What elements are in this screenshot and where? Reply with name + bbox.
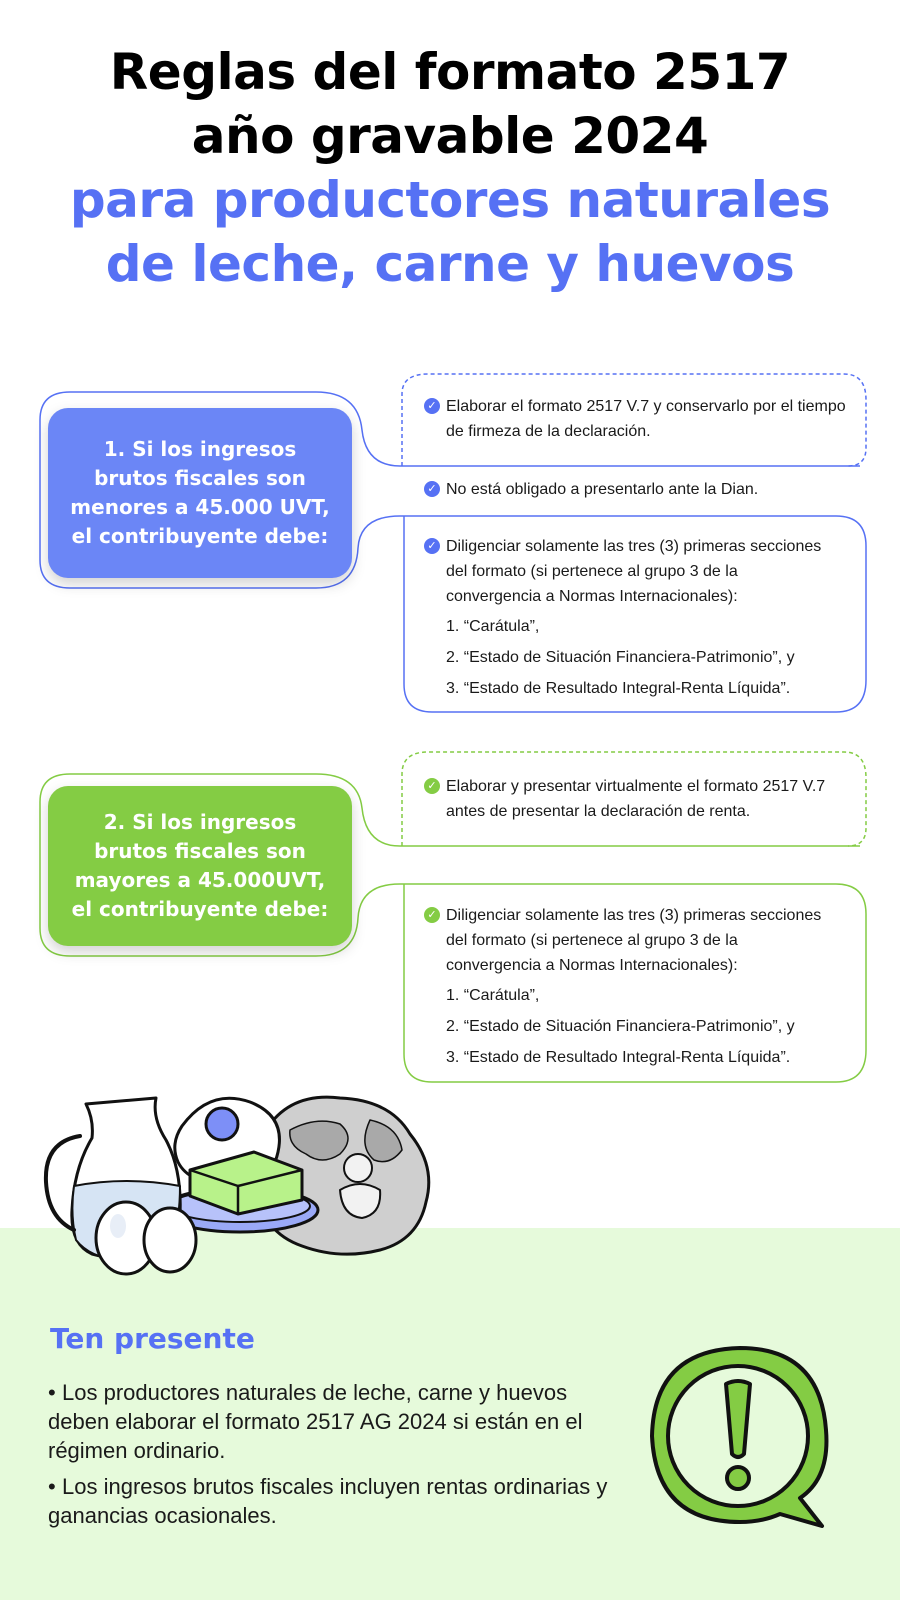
section-2-sub-2: 2. “Estado de Situación Financiera-Patrimonio”, y (446, 1018, 795, 1035)
exclamation-speech-bubble-icon (640, 1338, 840, 1538)
bullet-dot: • (48, 1380, 56, 1405)
section-1-item-3 (424, 534, 824, 701)
ten-presente-bullet-2-text: Los ingresos brutos fiscales incluyen rentas ordinarias y ganancias ocasionales. (48, 1474, 608, 1528)
section-2-item-2 (424, 903, 824, 1070)
check-circle-icon: ✓ (424, 907, 440, 923)
check-circle-icon: ✓ (424, 538, 440, 554)
section-1-sub-1: 1. “Carátula”, (446, 618, 540, 635)
section-1-label-pill (48, 408, 352, 578)
section-1-item-2 (424, 477, 864, 502)
section-1-item-1-text: Elaborar el formato 2517 V.7 y conservarlo por el tiempo de firmeza de la declaración. (446, 398, 846, 440)
section-2-item-1 (424, 774, 864, 824)
check-circle-icon: ✓ (424, 398, 440, 414)
milk-eggs-butter-meat-illustration (40, 1090, 460, 1290)
section-2-label-pill (48, 786, 352, 946)
ten-presente-bullet-1-text: Los productores naturales de leche, carne y huevos deben elaborar el formato 2517 AG 2024 si están en el régimen ordinario. (48, 1380, 583, 1463)
ten-presente-bullet-1 (48, 1378, 628, 1465)
section-1-item-1 (424, 394, 864, 444)
section-2-item-1-text: Elaborar y presentar virtualmente el formato 2517 V.7 antes de presentar la declaración de renta. (446, 778, 826, 820)
section-2-sub-3: 3. “Estado de Resultado Integral-Renta Líquida”. (446, 1049, 791, 1066)
section-2-sub-1: 1. “Carátula”, (446, 987, 540, 1004)
section-1-sub-3: 3. “Estado de Resultado Integral-Renta Líquida”. (446, 680, 791, 697)
section-1-item-2-text: No está obligado a presentarlo ante la Dian. (446, 481, 759, 498)
section-1-label: 1. Si los ingresos brutos fiscales son menores a 45.000 UVT, el contribuyente debe: (70, 437, 330, 548)
ten-presente-title: Ten presente (50, 1322, 255, 1355)
section-2-item-2-text: Diligenciar solamente las tres (3) primeras secciones del formato (si pertenece al grupo 3 de la convergencia a Normas Internacionales): (446, 907, 822, 974)
title-line-1: Reglas del formato 2517 (109, 43, 791, 101)
check-circle-icon: ✓ (424, 778, 440, 794)
ten-presente-bullet-2 (48, 1472, 628, 1530)
check-circle-icon: ✓ (424, 481, 440, 497)
title-line-3: para productores naturales (69, 171, 831, 229)
bullet-dot: • (48, 1474, 56, 1499)
section-1-sub-2: 2. “Estado de Situación Financiera-Patrimonio”, y (446, 649, 795, 666)
section-1-item-3-text: Diligenciar solamente las tres (3) primeras secciones del formato (si pertenece al grupo 3 de la convergencia a Normas Internacionales): (446, 538, 822, 605)
title-line-4: de leche, carne y huevos (105, 235, 795, 293)
section-2-label: 2. Si los ingresos brutos fiscales son mayores a 45.000UVT, el contribuyente debe: (71, 810, 329, 921)
title-line-2: año gravable 2024 (191, 107, 709, 165)
